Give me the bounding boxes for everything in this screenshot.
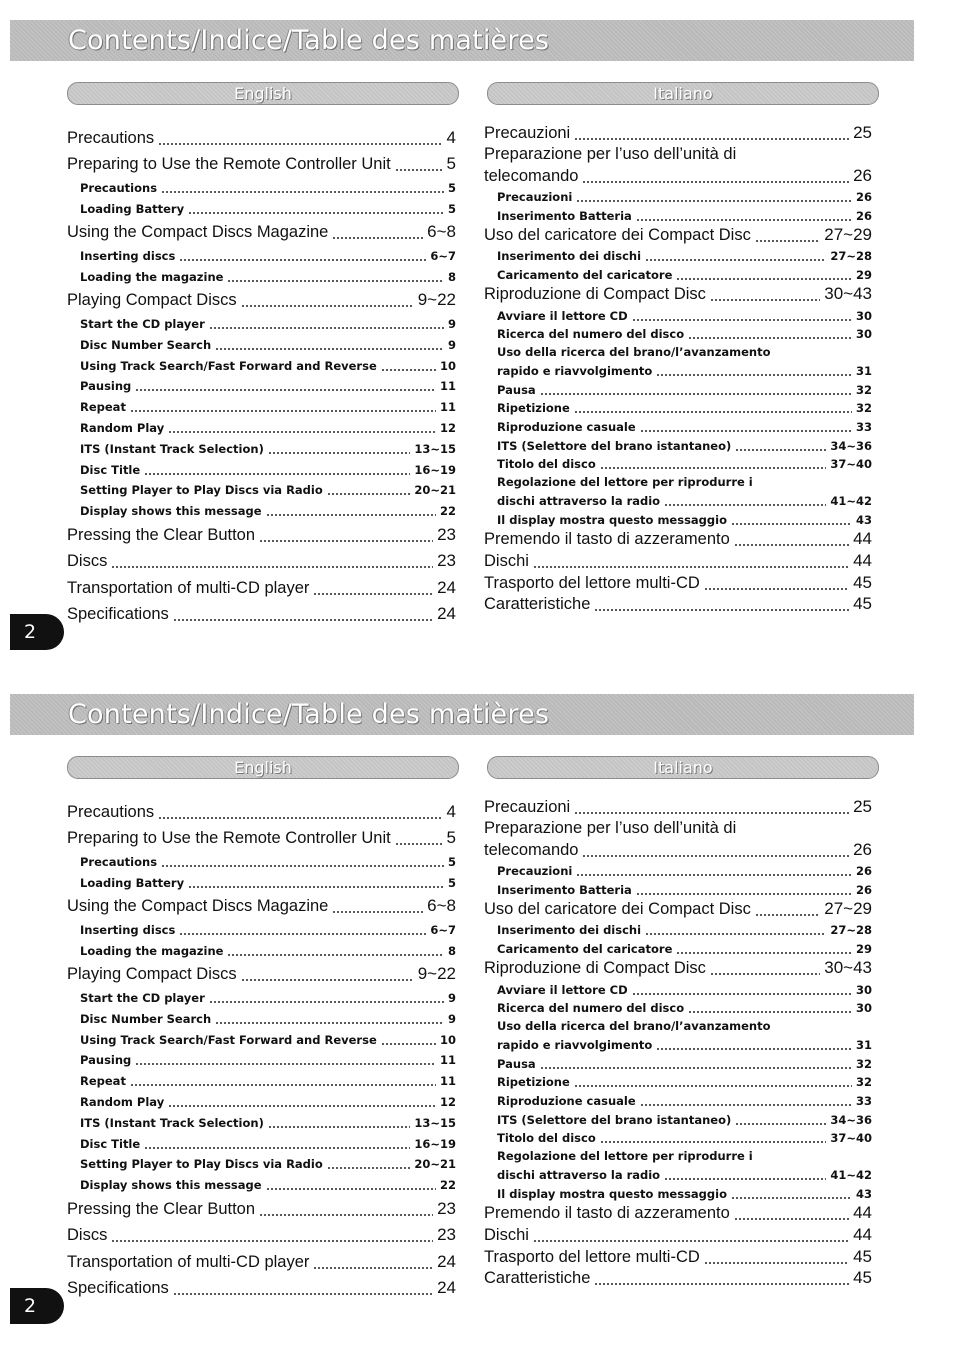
- toc-subentry[interactable]: Caricamento del caricatore 29: [497, 268, 872, 283]
- toc-entry[interactable]: Caratteristiche 45: [484, 1268, 872, 1288]
- toc-subentry[interactable]: Disc Title 16~19: [80, 1136, 456, 1151]
- toc-entry[interactable]: Caratteristiche 45: [484, 594, 872, 614]
- toc-entry[interactable]: Discs 23: [67, 1225, 456, 1245]
- toc-subentry[interactable]: Repeat 11: [80, 1074, 456, 1089]
- italiano-section-header: Italiano: [487, 82, 879, 105]
- toc-subentry[interactable]: Start the CD player 9: [80, 990, 456, 1005]
- toc-subentry[interactable]: Setting Player to Play Discs via Radio 20~21: [80, 1157, 456, 1172]
- toc-subentry[interactable]: Repeat 11: [80, 400, 456, 415]
- italiano-section-header: Italiano: [487, 756, 879, 779]
- contents-page: [0, 0, 954, 674]
- toc-subentry[interactable]: rapido e riavvolgimento 31: [497, 1038, 872, 1053]
- toc-entry[interactable]: Preparing to Use the Remote Controller Unit 5: [67, 828, 456, 847]
- toc-subentry[interactable]: Pausa 32: [497, 1056, 872, 1071]
- toc-subentry[interactable]: Inserimento dei dischi 27~28: [497, 249, 872, 264]
- toc-subentry-line[interactable]: Uso della ricerca del brano/l’avanzamento: [497, 1018, 771, 1033]
- toc-entry[interactable]: Transportation of multi-CD player 24: [67, 1251, 456, 1271]
- toc-subentry[interactable]: Disc Number Search 9: [80, 1011, 456, 1026]
- toc-subentry[interactable]: ITS (Instant Track Selection) 13~15: [80, 1115, 456, 1130]
- toc-entry[interactable]: Uso del caricatore dei Compact Disc 27~29: [484, 224, 872, 244]
- toc-entry[interactable]: Dischi 44: [484, 1224, 872, 1244]
- page-title: Contents/Indice/Table des matières: [68, 699, 550, 730]
- toc-subentry[interactable]: Inserimento Batteria 26: [497, 208, 872, 223]
- toc-subentry[interactable]: Inserting discs 6~7: [80, 922, 456, 937]
- toc-entry[interactable]: Precautions 4: [67, 127, 456, 147]
- toc-entry[interactable]: Premendo il tasto di azzeramento 44: [484, 1202, 872, 1222]
- italiano-toc: [484, 122, 872, 615]
- toc-subentry[interactable]: Riproduzione casuale 33: [497, 1094, 872, 1108]
- toc-entry[interactable]: Using the Compact Discs Magazine 6~8: [67, 896, 456, 916]
- toc-entry[interactable]: Trasporto del lettore multi-CD 45: [484, 1246, 872, 1266]
- toc-entry[interactable]: telecomando 26: [484, 165, 872, 185]
- toc-subentry[interactable]: Pausa 32: [497, 382, 872, 397]
- toc-subentry[interactable]: rapido e riavvolgimento 31: [497, 364, 872, 379]
- toc-entry[interactable]: Playing Compact Discs 9~22: [67, 964, 456, 984]
- toc-entry[interactable]: Uso del caricatore dei Compact Disc 27~29: [484, 898, 872, 918]
- toc-entry[interactable]: Dischi 44: [484, 550, 872, 570]
- toc-subentry[interactable]: Ripetizione 32: [497, 401, 872, 416]
- toc-subentry[interactable]: Avviare il lettore CD 30: [497, 308, 872, 323]
- toc-subentry-line[interactable]: Regolazione del lettore per riprodurre i: [497, 1148, 753, 1163]
- toc-entry[interactable]: Pressing the Clear Button 23: [67, 1198, 456, 1218]
- toc-subentry[interactable]: Loading the magazine 8: [80, 943, 456, 958]
- toc-entry[interactable]: Premendo il tasto di azzeramento 44: [484, 528, 872, 548]
- toc-subentry[interactable]: Riproduzione casuale 33: [497, 420, 872, 434]
- toc-entry[interactable]: Preparing to Use the Remote Controller Unit 5: [67, 154, 456, 173]
- toc-entry[interactable]: Discs 23: [67, 551, 456, 571]
- toc-entry[interactable]: Specifications 24: [67, 1278, 456, 1298]
- contents-page: [0, 674, 954, 1348]
- toc-entry-line[interactable]: Preparazione per l’uso dell’unità di: [484, 144, 737, 163]
- toc-subentry-line[interactable]: Regolazione del lettore per riprodurre i: [497, 474, 753, 489]
- toc-subentry[interactable]: Start the CD player 9: [80, 316, 456, 331]
- toc-entry-line[interactable]: Preparazione per l’uso dell’unità di: [484, 818, 737, 837]
- toc-subentry[interactable]: Titolo del disco 37~40: [497, 1131, 872, 1146]
- page-number-tab: 2: [10, 1288, 64, 1324]
- english-toc: [67, 796, 456, 1299]
- toc-subentry[interactable]: Ricerca del numero del disco 30: [497, 327, 872, 342]
- toc-subentry[interactable]: Loading Battery 5: [80, 875, 456, 890]
- toc-subentry[interactable]: Ripetizione 32: [497, 1075, 872, 1090]
- toc-subentry[interactable]: Titolo del disco 37~40: [497, 457, 872, 472]
- toc-subentry[interactable]: Using Track Search/Fast Forward and Reverse 10: [80, 1032, 456, 1047]
- toc-subentry[interactable]: Precautions 5: [80, 854, 456, 869]
- toc-subentry[interactable]: ITS (Selettore del brano istantaneo) 34~36: [497, 438, 872, 453]
- toc-subentry[interactable]: dischi attraverso la radio 41~42: [497, 494, 872, 509]
- toc-subentry[interactable]: ITS (Selettore del brano istantaneo) 34~36: [497, 1112, 872, 1127]
- toc-subentry[interactable]: Precautions 5: [80, 180, 456, 195]
- toc-entry[interactable]: Specifications 24: [67, 604, 456, 624]
- toc-entry[interactable]: Precautions 4: [67, 801, 456, 821]
- toc-entry[interactable]: Precauzioni 25: [484, 122, 872, 142]
- toc-subentry[interactable]: Ricerca del numero del disco 30: [497, 1001, 872, 1016]
- english-toc: [67, 122, 456, 625]
- toc-subentry[interactable]: Precauzioni 26: [497, 864, 872, 879]
- toc-subentry[interactable]: Setting Player to Play Discs via Radio 20~21: [80, 483, 456, 498]
- toc-subentry[interactable]: Il display mostra questo messaggio 43: [497, 512, 872, 527]
- english-section-header: English: [67, 82, 459, 105]
- toc-subentry[interactable]: Pausing 11: [80, 379, 456, 394]
- toc-subentry[interactable]: Disc Number Search 9: [80, 337, 456, 352]
- english-section-header: English: [67, 756, 459, 779]
- toc-subentry[interactable]: Inserimento Batteria 26: [497, 882, 872, 897]
- toc-subentry[interactable]: Random Play 12: [80, 1094, 456, 1109]
- toc-entry[interactable]: Playing Compact Discs 9~22: [67, 290, 456, 310]
- toc-subentry[interactable]: Precauzioni 26: [497, 190, 872, 205]
- toc-subentry[interactable]: Avviare il lettore CD 30: [497, 982, 872, 997]
- toc-subentry[interactable]: Display shows this message 22: [80, 504, 456, 519]
- toc-subentry[interactable]: dischi attraverso la radio 41~42: [497, 1168, 872, 1183]
- toc-entry[interactable]: Trasporto del lettore multi-CD 45: [484, 572, 872, 592]
- toc-entry[interactable]: Riproduzione di Compact Disc 30~43: [484, 957, 872, 977]
- page-number-tab: 2: [10, 614, 64, 650]
- page-title: Contents/Indice/Table des matières: [68, 25, 550, 56]
- toc-subentry[interactable]: Using Track Search/Fast Forward and Reverse 10: [80, 358, 456, 373]
- toc-entry[interactable]: Riproduzione di Compact Disc 30~43: [484, 283, 872, 303]
- toc-entry[interactable]: Using the Compact Discs Magazine 6~8: [67, 222, 456, 242]
- toc-subentry[interactable]: Disc Title 16~19: [80, 462, 456, 477]
- toc-entry[interactable]: Pressing the Clear Button 23: [67, 524, 456, 544]
- toc-subentry-line[interactable]: Uso della ricerca del brano/l’avanzamento: [497, 344, 771, 359]
- italiano-toc: [484, 796, 872, 1289]
- toc-subentry[interactable]: Il display mostra questo messaggio 43: [497, 1186, 872, 1201]
- toc-subentry[interactable]: Inserimento dei dischi 27~28: [497, 923, 872, 938]
- toc-subentry[interactable]: ITS (Instant Track Selection) 13~15: [80, 441, 456, 456]
- toc-subentry[interactable]: Pausing 11: [80, 1053, 456, 1068]
- toc-subentry[interactable]: Caricamento del caricatore 29: [497, 942, 872, 957]
- toc-entry[interactable]: telecomando 26: [484, 839, 872, 859]
- toc-subentry[interactable]: Loading Battery 5: [80, 201, 456, 216]
- toc-subentry[interactable]: Display shows this message 22: [80, 1178, 456, 1193]
- toc-entry[interactable]: Transportation of multi-CD player 24: [67, 577, 456, 597]
- toc-subentry[interactable]: Inserting discs 6~7: [80, 248, 456, 263]
- toc-subentry[interactable]: Loading the magazine 8: [80, 269, 456, 284]
- toc-subentry[interactable]: Random Play 12: [80, 420, 456, 435]
- toc-entry[interactable]: Precauzioni 25: [484, 796, 872, 816]
